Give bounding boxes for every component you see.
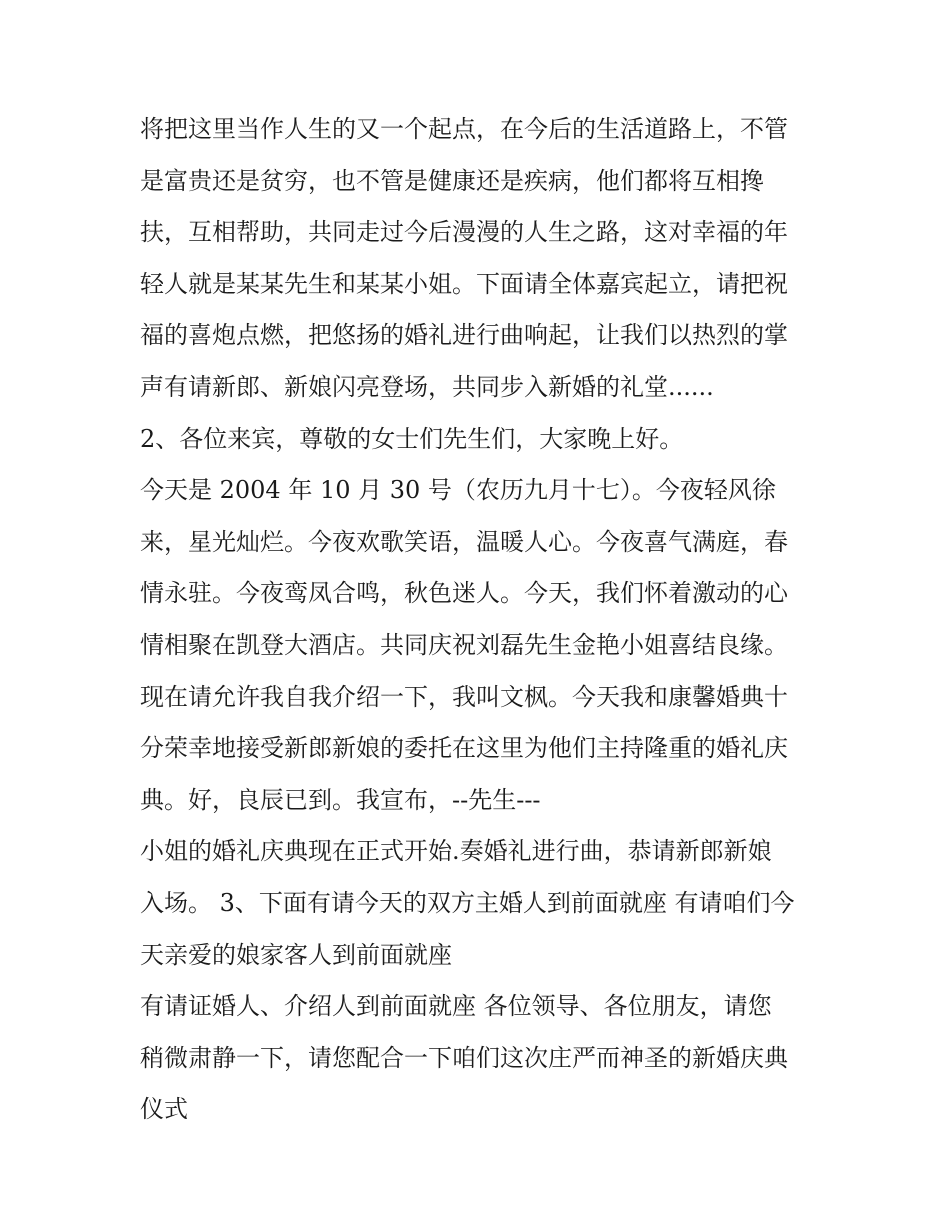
text-line: 情相聚在凯登大酒店。共同庆祝刘磊先生金艳小姐喜结良缘。 <box>140 630 788 659</box>
text-line: 今天是 2004 年 10 月 30 号（农历九月十七）。今夜轻风徐 <box>140 476 776 505</box>
text-line: 典。好，良辰已到。我宣布，--先生--- <box>140 785 541 814</box>
text-line: 有请证婚人、介绍人到前面就座 各位领导、各位朋友，请您 <box>140 992 772 1021</box>
text-line: 现在请允许我自我介绍一下，我叫文枫。今天我和康馨婚典十 <box>140 682 788 711</box>
text-line: 是富贵还是贫穷，也不管是健康还是疾病，他们都将互相搀 <box>140 166 764 195</box>
text-line: 轻人就是某某先生和某某小姐。下面请全体嘉宾起立，请把祝 <box>140 269 788 298</box>
document-body <box>140 104 820 1136</box>
text-line: 扶，互相帮助，共同走过今后漫漫的人生之路，这对幸福的年 <box>140 218 788 247</box>
text-line: 声有请新郎、新娘闪亮登场，共同步入新婚的礼堂...... <box>140 372 714 401</box>
text-line: 小姐的婚礼庆典现在正式开始.奏婚礼进行曲，恭请新郎新娘 <box>140 837 772 866</box>
text-line: 福的喜炮点燃，把悠扬的婚礼进行曲响起，让我们以热烈的掌 <box>140 321 788 350</box>
text-line: 稍微肃静一下，请您配合一下咱们这次庄严而神圣的新婚庆典 <box>140 1043 788 1072</box>
text-line: 来，星光灿烂。今夜欢歌笑语，温暖人心。今夜喜气满庭，春 <box>140 527 788 556</box>
text-line: 将把这里当作人生的又一个起点，在今后的生活道路上，不管 <box>140 115 788 143</box>
text-line: 仪式 <box>140 1095 188 1124</box>
text-line: 分荣幸地接受新郎新娘的委托在这里为他们主持隆重的婚礼庆 <box>140 734 788 763</box>
text-line: 情永驻。今夜鸾凤合鸣，秋色迷人。今天，我们怀着激动的心 <box>140 579 788 608</box>
text-line: 入场。 3、下面有请今天的双方主婚人到前面就座 有请咱们今 <box>140 888 795 917</box>
text-line: 2、各位来宾，尊敬的女士们先生们，大家晚上好。 <box>140 424 684 453</box>
text-line: 天亲爱的娘家客人到前面就座 <box>140 940 452 969</box>
